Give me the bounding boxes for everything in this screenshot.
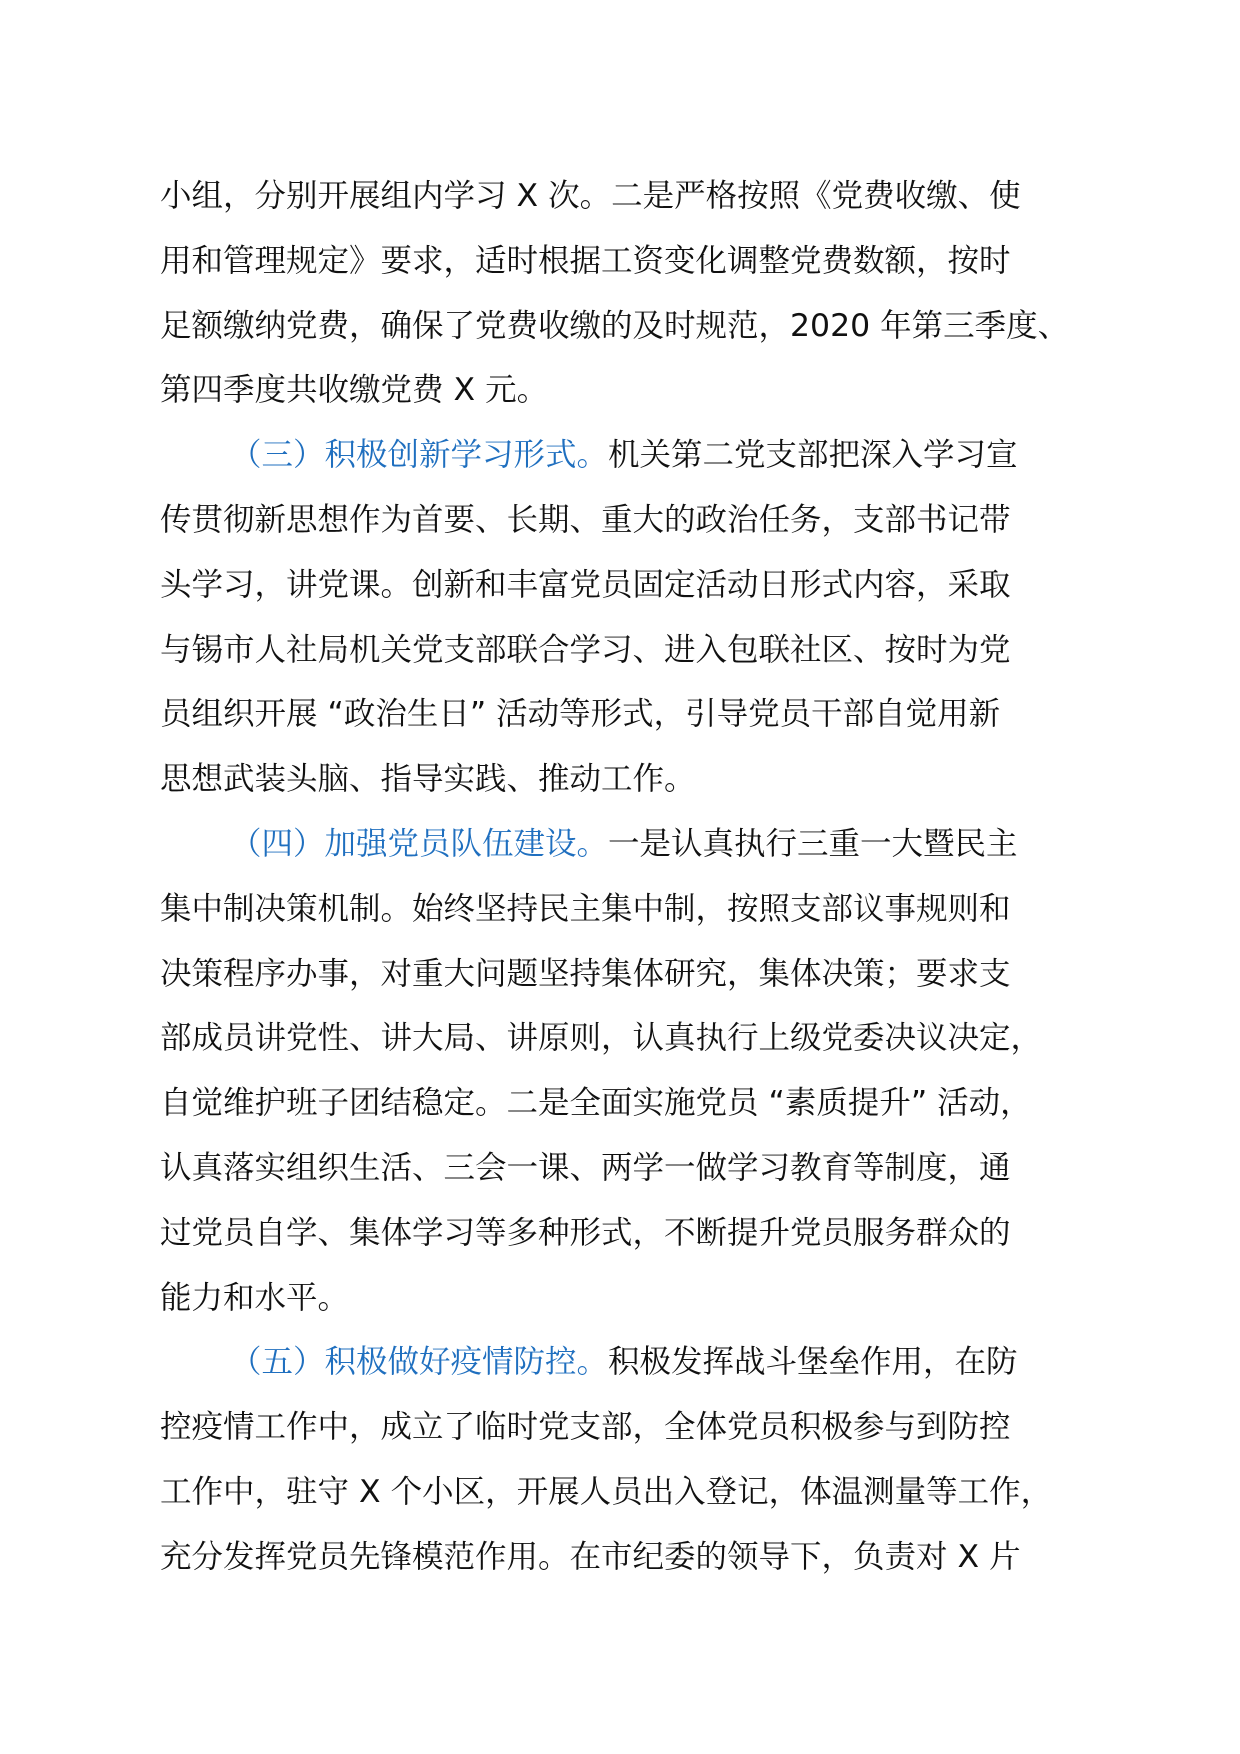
section-5-heading: （五）积极做好疫情防控。 [230,1344,609,1381]
text-line: 传贯彻新思想作为首要、长期、重大的政治任务，支部书记带 [160,501,1011,538]
text-line: 决策程序办事，对重大问题坚持集体研究，集体决策；要求支 [160,955,1011,992]
text-line: 能力和水平。 [160,1279,350,1316]
text-line: 集中制决策机制。始终坚持民主集中制，按照支部议事规则和 [160,890,1011,927]
section-3-first-line [160,423,1120,488]
text-line: 头学习，讲党课。创新和丰富党员固定活动日形式内容，采取 [160,566,1011,603]
text-line: 小组，分别开展组内学习 X 次。二是严格按照《党费收缴、使 [160,178,1021,214]
text-line: 过党员自学、集体学习等多种形式，不断提升党员服务群众的 [160,1214,1011,1251]
text-line: 足额缴纳党费，确保了党费收缴的及时规范，2020 年第三季度、 [160,307,1070,344]
section-3-first-line-text: 机关第二党支部把深入学习宣 [608,437,1018,474]
text-line: 充分发挥党员先锋模范作用。在市纪委的领导下，负责对 X 片 [160,1538,1021,1575]
text-line: 控疫情工作中，成立了临时党支部，全体党员积极参与到防控 [160,1409,1011,1446]
text-line: 认真落实组织生活、三会一课、两学一做学习教育等制度，通 [160,1149,1011,1186]
section-5-first-line [160,1330,1120,1395]
section-5-first-line-text: 积极发挥战斗堡垒作用，在防 [608,1344,1018,1381]
text-line: 部成员讲党性、讲大局、讲原则，认真执行上级党委决议决定， [160,1020,1043,1057]
section-3-heading: （三）积极创新学习形式。 [230,437,609,474]
text-line: 与锡市人社局机关党支部联合学习、进入包联社区、按时为党 [160,631,1011,668]
section-4-first-line-text: 一是认真执行三重一大暨民主 [608,825,1018,862]
text-line: 思想武装头脑、指导实践、推动工作。 [160,761,696,798]
text-line: 工作中，驻守 X 个小区，开展人员出入登记，体温测量等工作， [160,1473,1053,1510]
text-line: 员组织开展 “政治生日” 活动等形式，引导党员干部自觉用新 [160,696,1001,733]
text-line: 自觉维护班子团结稳定。二是全面实施党员 “素质提升” 活动， [160,1085,1032,1122]
section-4-first-line [160,812,1120,877]
document-body [160,164,1120,1590]
text-line: 第四季度共收缴党费 X 元。 [160,372,549,409]
text-line: 用和管理规定》要求，适时根据工资变化调整党费数额，按时 [160,242,1011,279]
section-4-heading: （四）加强党员队伍建设。 [230,825,609,862]
